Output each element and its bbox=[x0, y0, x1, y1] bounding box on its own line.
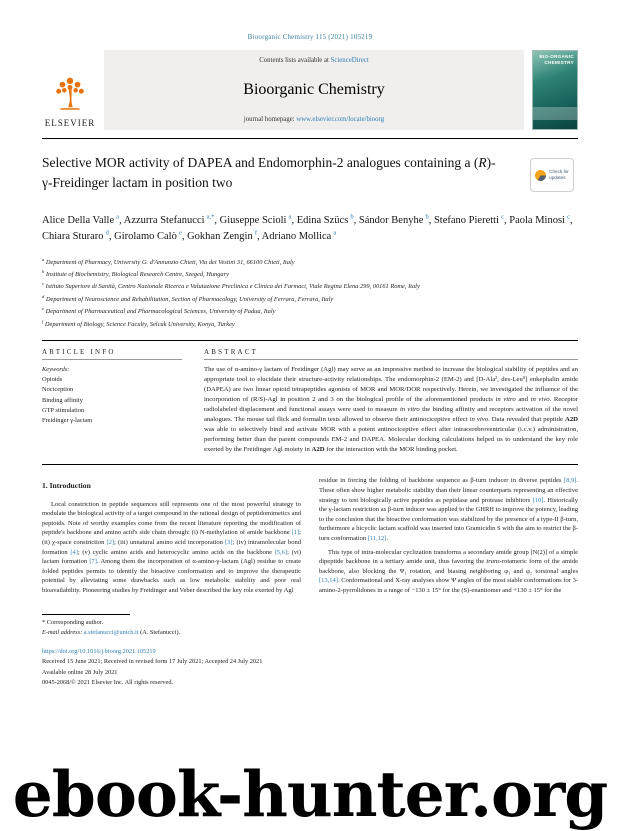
contents-line bbox=[112, 57, 516, 64]
divider-header bbox=[42, 138, 578, 139]
intro-paragraph-1-continued: residue in forcing the folding of backbone sequence as β-turn inducer in diverse peptides [8,9]. These often show higher metabolic stability than their linear counterparts representing an effective strategy to test biologically active peptides as peptidase and protease inhibitors [10]. Historically the γ-lactam restriction as β-turn inducer was applied to the GHRH to improve the potency, leading to the conclusion that the bioactive conformation was stabilized by the presence of a type-II β-turn, furthermore a bicyclic lactam scaffold was inserted into Gramicidin S with the aim to restrict the β-turn conformation [11,12]. bbox=[319, 477, 578, 542]
abstract-heading: ABSTRACT bbox=[204, 348, 578, 360]
publication-info bbox=[42, 647, 578, 689]
author: Azzurra Stefanucci $^{a,*}$, bbox=[123, 213, 220, 226]
check-updates-line2: updates bbox=[549, 175, 566, 180]
intro-paragraph-2: This type of intra-molecular cyclization transforms a secondary amide group [N(2)] of a simple dipeptide backbone in a tertiary amide unit, thus favoring the trans-rotameric form of the amide backbone, also blocking the Ψ₁ rotation, and biasing neighboring φ₁ and φ₂ torsional angles [13,14]. Conformational and X-ray analyses show Ψ angles of the most stable conformations for 3-amino-2-pyrrolidones in a range of −130 ± 15° for the (S)-enantiomer and +130 ± 15° for the bbox=[319, 548, 578, 594]
author: Sándor Benyhe $^b$, bbox=[358, 213, 434, 226]
abstract-text: The use of α-amino-γ lactam of Freidinger (Agl) may serve as an impressive method to increase the biological stability of peptides and an appropriate tool to elucidate their structure-activity relationships. The endomorphin-2 (EM-2) and [D-Ala², des-Leu⁵] enkephalin amide (DAPEA) are two linear opioid tetrapeptides agonists of MOR and MOR/DOR respectively. Herein, we investigated the influence of the incorporation of (R/S)-Agl in position 2 and 3 on the biological profile of the aforementioned products in vitro and in vivo. Receptor radiolabeled displacement and functional assays were used to measure in vitro the binding affinity and receptors activation of the novel analogues. The mouse tail flick and formalin tests allowed to observe their antinociceptive effect in vivo. Data revealed that peptide A2D was able to selectively bind and activate MOR with a potent antinociceptive effect after intracerebroventricular (i.c.v.) administration, performing better than the parent compounds EM-2 and DAPEA. Molecular docking calculations helped us to understand the key role exerted by the Freidinger Agl moiety in A2D for the interaction with the MOR binding pocket. bbox=[204, 365, 579, 454]
affiliation: $^b$ Institute of Biochemistry, Biological Research Centre, Szeged, Hungary bbox=[42, 269, 229, 279]
citation-link[interactable]: [1] bbox=[291, 529, 300, 537]
citation-link[interactable]: [2] bbox=[106, 538, 115, 546]
corresponding-author-note: * Corresponding author. bbox=[42, 618, 104, 626]
check-updates-icon bbox=[535, 170, 546, 181]
check-updates-line1: Check for bbox=[549, 169, 569, 175]
author: Chiara Sturaro $^d$, bbox=[42, 229, 115, 242]
intro-paragraph-1: Local constriction in peptide sequences still represents one of the most powerful strategy to modulate the biological activity of a target compound in the rational design of peptidomimetics and peptoids. Note of worthy examples come from the recent literature reporting the modification of peptide's backbone and amino acid's side chain through: (i) N-methylation of amide backbone [1]; (ii) χ-space constriction [2]; (iii) unnatural amino acid incorporation [3]; (iv) intramolecular bond formation [4]; (v) cyclic amino acids and heterocyclic amino acids on the backbone [5,6]; (vi) lactam formation [7]. Among them the incorporation of α-amino-γ-lactam (Agl) residue to create folded peptides permits to identify the bioactive conformation and to improve the therapeutic potential by alleviating some drawbacks such as low metabolic stability and poor oral bioavailability. Pioneering studies by Freidinger and Veber described the key role exerted by Agl bbox=[42, 500, 301, 595]
journal-header bbox=[42, 50, 578, 130]
doi-link[interactable]: https://doi.org/10.1016/j.bioorg.2021.105219 bbox=[42, 647, 156, 655]
keyword: Binding affinity bbox=[42, 396, 83, 404]
citation-link[interactable]: [4] bbox=[70, 548, 78, 556]
copyright-line: 0045-2068/© 2021 Elsevier Inc. All rights reserved. bbox=[42, 678, 174, 686]
affiliation: $^f$ Department of Biology, Science Faculty, Selcuk University, Konya, Turkey bbox=[42, 318, 235, 328]
journal-cover-art bbox=[533, 107, 577, 120]
journal-homepage-link[interactable]: www.elsevier.com/locate/bioorg bbox=[296, 116, 385, 123]
affiliation-list bbox=[42, 256, 578, 330]
journal-cover-title: BIO-ORGANIC CHEMISTRY bbox=[539, 54, 574, 65]
article-title: Selective MOR activity of DAPEA and Endomorphin-2 analogues containing a (R)-γ-Freidinger lactam in position two bbox=[42, 155, 496, 190]
watermark: ebook-hunter.org bbox=[12, 757, 608, 831]
elsevier-wordmark: ELSEVIER bbox=[44, 118, 96, 128]
journal-reference: Bioorganic Chemistry 115 (2021) 105219 bbox=[247, 33, 373, 41]
contents-prefix: Contents lists available at bbox=[259, 57, 329, 64]
journal-banner bbox=[104, 50, 524, 130]
citation-link[interactable]: [7] bbox=[89, 558, 97, 566]
article-info-section bbox=[42, 348, 182, 455]
author: Stefano Pieretti $^c$, bbox=[433, 213, 510, 226]
available-online: Available online 28 July 2021 bbox=[42, 668, 118, 676]
citation-link[interactable]: [10] bbox=[532, 496, 544, 504]
citation-link[interactable]: [3] bbox=[224, 538, 233, 546]
affiliation: $^d$ Department of Neuroscience and Rehabilitation, Section of Pharmacology, University of Ferrara, Ferrara, Italy bbox=[42, 293, 334, 303]
keyword: Opioids bbox=[42, 376, 63, 384]
keyword: Freidinger γ-lactam bbox=[42, 417, 93, 425]
footnote-divider bbox=[42, 614, 130, 615]
footnote bbox=[42, 614, 578, 638]
citation-link[interactable]: [13,14] bbox=[319, 577, 338, 585]
citation-link[interactable]: [5,6] bbox=[274, 548, 288, 556]
keywords-label: Keywords: bbox=[42, 365, 70, 373]
author: Adriano Mollica $^a$ bbox=[261, 229, 337, 242]
citation-link[interactable]: [8,9] bbox=[563, 477, 577, 485]
author: Edina Szücs $^b$, bbox=[296, 213, 359, 226]
article-body bbox=[42, 476, 578, 599]
body-column-right bbox=[319, 476, 578, 599]
elsevier-logo bbox=[42, 50, 104, 130]
received-dates: Received 15 June 2021; Received in revised form 17 July 2021; Accepted 24 July 2021 bbox=[42, 658, 263, 666]
citation-link[interactable]: [11,12] bbox=[367, 534, 387, 542]
journal-cover-thumbnail[interactable] bbox=[532, 50, 578, 130]
author: Gokhan Zengin $^f$, bbox=[187, 229, 262, 242]
sciencedirect-link[interactable]: ScienceDirect bbox=[330, 57, 369, 64]
check-updates-label bbox=[549, 169, 569, 181]
email-line bbox=[42, 628, 578, 638]
elsevier-tree-icon bbox=[53, 74, 87, 116]
article-info-heading: ARTICLE INFO bbox=[42, 348, 182, 360]
homepage-prefix: journal homepage: bbox=[243, 116, 295, 123]
author-list bbox=[42, 212, 578, 245]
keyword-list bbox=[42, 375, 182, 426]
author: Alice Della Valle $^a$, bbox=[42, 213, 124, 226]
info-abstract-block bbox=[42, 340, 578, 465]
author: Giuseppe Scioli $^a$, bbox=[219, 213, 297, 226]
keyword: Nociception bbox=[42, 386, 74, 394]
affiliation: $^a$ Department of Pharmacy, University G. d'Annunzio Chieti, Via dei Vestini 31, 66100 Chieti, Italy bbox=[42, 256, 295, 266]
abstract-section bbox=[204, 348, 578, 455]
journal-title: Bioorganic Chemistry bbox=[243, 81, 385, 98]
check-for-updates-badge[interactable] bbox=[530, 158, 574, 192]
author: Paola Minosi $^c$, bbox=[509, 213, 573, 226]
author: Girolamo Calò $^e$, bbox=[114, 229, 188, 242]
section-heading-introduction: 1. Introduction bbox=[42, 481, 91, 491]
email-link[interactable]: a.stefanucci@unich.it bbox=[83, 628, 139, 636]
affiliation: $^c$ Istituto Superiore di Sanità, Centro Nazionale Ricerca e Valutazione Preclinica e Clinica dei Farmaci, Viale Regina Elena 299, 00161 Rome, Italy bbox=[42, 281, 420, 291]
email-label: E-mail address: bbox=[42, 628, 83, 636]
homepage-line bbox=[112, 116, 516, 123]
affiliation: $^e$ Department of Pharmaceutical and Pharmacological Sciences, University of Padua, Italy bbox=[42, 306, 276, 316]
body-column-left bbox=[42, 476, 301, 599]
email-suffix: (A. Stefanucci). bbox=[140, 628, 181, 636]
keyword: GTP stimulation bbox=[42, 406, 85, 414]
